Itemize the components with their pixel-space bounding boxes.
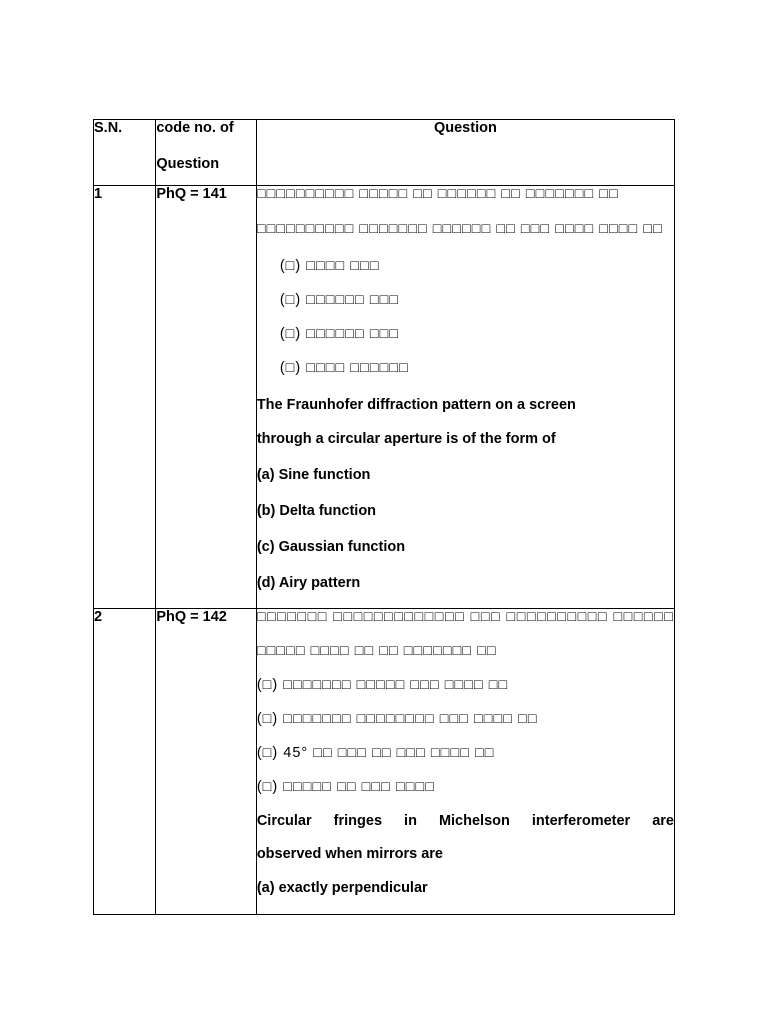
question-cell — [256, 609, 674, 915]
row-code: PhQ = 142 — [156, 609, 257, 915]
hindi-option: (□) □□□□ □□□□□□ — [279, 360, 409, 376]
english-option: (a) Sine function — [256, 467, 371, 483]
english-option: (c) Gaussian function — [256, 539, 406, 555]
header-code-line1: code no. of — [156, 120, 234, 136]
english-option: (d) Airy pattern — [256, 575, 361, 591]
english-option: (a) exactly perpendicular — [256, 880, 428, 896]
english-question-line: The Fraunhofer diffraction pattern on a screen — [256, 397, 576, 413]
table-header-row — [94, 120, 675, 186]
header-question: Question — [256, 120, 674, 186]
row-code: PhQ = 141 — [156, 186, 257, 609]
hindi-option: (□) □□□□□□□ □□□□□ □□□ □□□□ □□ — [256, 677, 509, 693]
header-code-line2: Question — [156, 156, 220, 172]
hindi-option: (□) □□□□□ □□ □□□ □□□□ — [256, 779, 435, 795]
header-code — [156, 120, 257, 186]
row-sn: 1 — [94, 186, 156, 609]
english-question-line: observed when mirrors are — [256, 846, 443, 862]
hindi-option: (□) □□□□□□ □□□ — [279, 326, 400, 342]
row-sn: 2 — [94, 609, 156, 915]
english-question-line: through a circular aperture is of the form of — [256, 431, 556, 447]
header-sn: S.N. — [94, 120, 156, 186]
english-option: (b) Delta function — [256, 503, 377, 519]
hindi-option: (□) □□□□□□□ □□□□□□□□ □□□ □□□□ □□ — [256, 711, 538, 727]
hindi-option: (□) □□□□ □□□ — [279, 258, 380, 274]
hindi-option: (□) 45° □□ □□□ □□ □□□ □□□□ □□ — [256, 745, 495, 761]
hindi-option: (□) □□□□□□ □□□ — [279, 292, 400, 308]
question-cell — [256, 186, 674, 609]
hindi-question-line: □□□□□□□ □□□□□□□□□□□□□ □□□ □□□□□□□□□□ □□□□□□ — [256, 609, 674, 625]
english-question-line: Circular fringes in Michelson interferometer are — [256, 813, 674, 829]
hindi-question-line: □□□□□□□□□□ □□□□□□□ □□□□□□ □□ □□□ □□□□ □□□□ □□ — [256, 221, 663, 237]
question-table — [93, 119, 675, 915]
table-row — [94, 609, 675, 915]
hindi-question-line: □□□□□ □□□□ □□ □□ □□□□□□□ □□ — [256, 643, 497, 659]
hindi-question-line: □□□□□□□□□□ □□□□□ □□ □□□□□□ □□ □□□□□□□ □□ — [256, 186, 619, 202]
table-row — [94, 186, 675, 609]
